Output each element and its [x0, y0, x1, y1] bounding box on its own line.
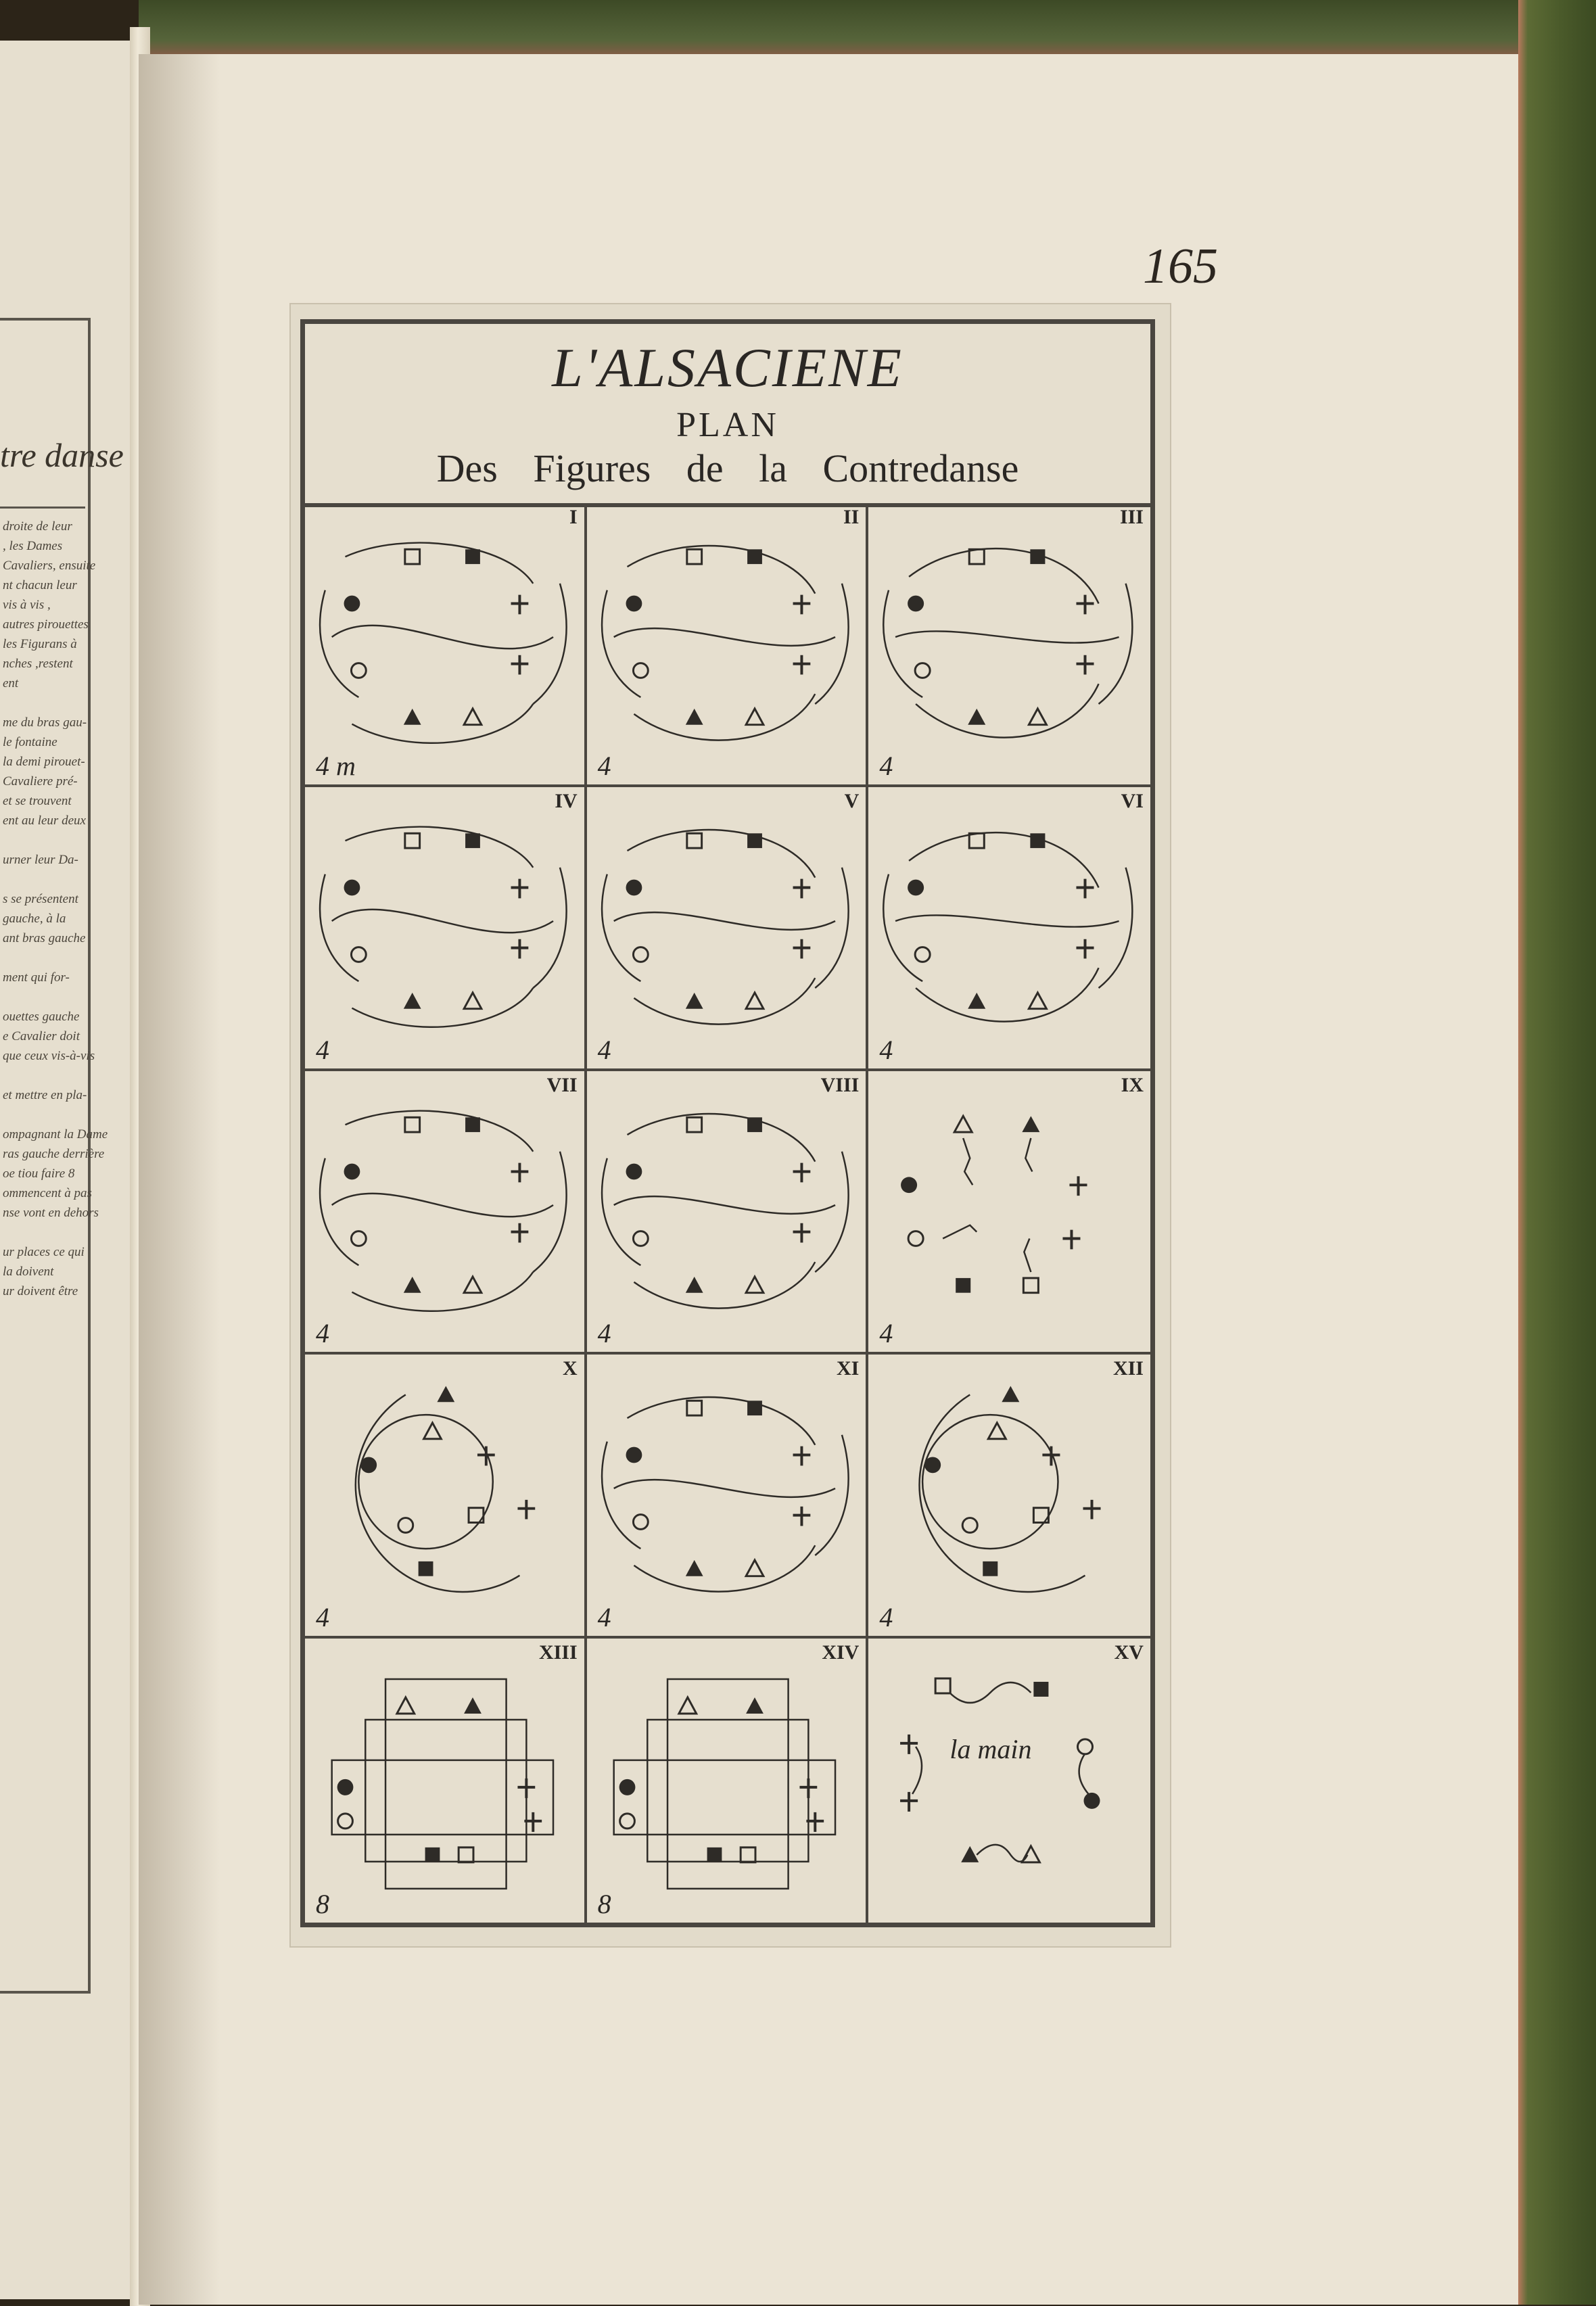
- figure-cell: [305, 1639, 587, 1923]
- filled-triangle-symbol: [1023, 1116, 1040, 1132]
- figure-cell: [305, 503, 587, 787]
- cross-symbol: [511, 939, 529, 959]
- filled-square-symbol: [956, 1278, 971, 1293]
- cross-symbol: [511, 655, 529, 675]
- dance-path: [1079, 1754, 1089, 1794]
- figure-label: la main: [949, 1734, 1032, 1765]
- left-column-line: [3, 870, 87, 889]
- dance-path: [634, 978, 815, 1024]
- dance-path: [627, 830, 815, 878]
- circle-symbol: [619, 1814, 634, 1829]
- cross-symbol: [793, 1223, 810, 1242]
- square-symbol: [459, 1848, 473, 1862]
- figure-diagram: [305, 1639, 584, 1923]
- figure-diagram: [305, 1071, 584, 1352]
- dance-path: [916, 968, 1098, 1021]
- figure-count: 4: [879, 1034, 893, 1065]
- left-column-line: ouettes gauche: [3, 1010, 80, 1024]
- triangle-symbol: [424, 1423, 442, 1439]
- figure-diagram: [868, 1071, 1150, 1352]
- square-symbol: [741, 1848, 755, 1862]
- dance-path: [895, 915, 1119, 926]
- dance-path: [627, 1397, 815, 1445]
- circle-symbol: [1078, 1739, 1093, 1754]
- square-symbol: [686, 833, 701, 848]
- circle-symbol: [351, 663, 366, 678]
- square-symbol: [686, 1401, 701, 1416]
- figure-diagram: [868, 787, 1150, 1068]
- dance-path: [627, 546, 815, 594]
- dance-path: [1099, 584, 1133, 704]
- figure-count: 4: [316, 1602, 329, 1633]
- dance-path: [950, 1683, 1031, 1703]
- figure-numeral: IV: [555, 789, 578, 812]
- left-column-line: [3, 987, 87, 1007]
- triangle-symbol: [1029, 709, 1047, 725]
- filled-triangle-symbol: [437, 1386, 454, 1403]
- filled-square-symbol: [1034, 1682, 1049, 1697]
- cross-symbol: [477, 1446, 495, 1466]
- filled-circle-symbol: [626, 879, 642, 895]
- cross-symbol: [517, 1779, 535, 1798]
- figure-count: 4: [879, 1318, 893, 1349]
- dance-path: [909, 832, 1098, 887]
- filled-triangle-symbol: [962, 1846, 979, 1862]
- dance-path: [365, 1720, 526, 1862]
- figure-diagram: [305, 503, 584, 784]
- filled-triangle-symbol: [404, 1277, 421, 1293]
- circle-symbol: [633, 1231, 648, 1246]
- triangle-symbol: [464, 1277, 482, 1293]
- page-number: 165: [1143, 239, 1218, 294]
- dance-path: [385, 1679, 507, 1889]
- figure-count: 4: [597, 750, 611, 781]
- figure-numeral: XIV: [822, 1641, 860, 1664]
- dance-path: [346, 1110, 534, 1151]
- filled-triangle-symbol: [968, 709, 986, 725]
- filled-square-symbol: [1031, 549, 1046, 564]
- left-column-line: [3, 1066, 87, 1085]
- left-column-line: la demi pirouet-: [3, 755, 85, 769]
- left-column-line: ent: [3, 676, 19, 690]
- square-symbol: [405, 833, 420, 848]
- left-column-line: ant bras gauche: [3, 931, 86, 945]
- figure-cell: [305, 1071, 587, 1355]
- figure-cell: [587, 1639, 869, 1923]
- left-column-line: ur doivent être: [3, 1284, 78, 1298]
- left-column-line: nches ,restent: [3, 657, 73, 671]
- figure-diagram: [305, 787, 584, 1068]
- left-column-line: vis à vis ,: [3, 598, 51, 612]
- plate-subtitle: Des Figures de la Contredanse: [436, 446, 1019, 490]
- left-column-line: ompagnant la Dame: [3, 1127, 108, 1142]
- circle-symbol: [908, 1231, 923, 1246]
- figure-diagram: [305, 1355, 584, 1636]
- figure-numeral: II: [843, 506, 860, 528]
- figure-diagram: [587, 787, 866, 1068]
- left-text-column: [0, 318, 124, 1994]
- dance-path: [1026, 1138, 1033, 1171]
- cross-symbol: [511, 595, 529, 615]
- left-column-line: Cavaliere pré-: [3, 774, 78, 789]
- dance-path: [943, 1225, 977, 1238]
- figure-cell: [868, 503, 1150, 787]
- cross-symbol: [511, 1162, 529, 1182]
- left-column-line: et mettre en pla-: [3, 1088, 87, 1102]
- filled-circle-symbol: [360, 1457, 377, 1474]
- figure-cell: [305, 1355, 587, 1639]
- square-symbol: [405, 1117, 420, 1132]
- filled-triangle-symbol: [968, 993, 986, 1009]
- figure-count: 8: [597, 1888, 611, 1919]
- filled-square-symbol: [747, 1117, 762, 1132]
- figure-numeral: VI: [1121, 789, 1144, 812]
- cross-symbol: [1043, 1446, 1060, 1466]
- cover-top-edge: [139, 0, 1596, 57]
- triangle-symbol: [746, 709, 764, 725]
- figure-cell: [587, 787, 869, 1071]
- figure-numeral: XIII: [538, 1641, 578, 1664]
- left-column-line: [3, 830, 87, 850]
- filled-triangle-symbol: [404, 709, 421, 725]
- left-column-rule: [0, 507, 85, 509]
- filled-square-symbol: [747, 549, 762, 564]
- dance-path: [895, 631, 1119, 642]
- dance-path: [815, 584, 848, 704]
- triangle-symbol: [464, 993, 482, 1009]
- circle-symbol: [351, 1231, 366, 1246]
- figure-diagram: [868, 1639, 1150, 1923]
- figure-count: 4: [597, 1034, 611, 1065]
- dance-path: [634, 1262, 815, 1308]
- filled-square-symbol: [465, 1117, 480, 1132]
- filled-circle-symbol: [344, 879, 360, 895]
- left-column-line: ras gauche derrière: [3, 1147, 105, 1161]
- dance-path: [352, 988, 533, 1027]
- cross-symbol: [799, 1779, 817, 1798]
- figure-diagram: [587, 1071, 866, 1352]
- dance-path: [627, 1114, 815, 1162]
- dance-path: [977, 1845, 1028, 1862]
- square-symbol: [686, 549, 701, 564]
- cover-edge: [1518, 0, 1596, 2305]
- filled-triangle-symbol: [685, 1277, 703, 1293]
- filled-square-symbol: [419, 1561, 433, 1576]
- dance-path: [613, 912, 835, 930]
- figure-cell: [868, 1639, 1150, 1923]
- engraved-plate: [300, 319, 1155, 1927]
- cross-symbol: [900, 1735, 918, 1754]
- left-column-line: ur places ce qui: [3, 1245, 85, 1259]
- cross-symbol: [900, 1792, 918, 1812]
- dance-path: [346, 826, 534, 867]
- gutter-shadow: [139, 54, 220, 2305]
- filled-circle-symbol: [337, 1779, 354, 1795]
- figure-cell: [868, 1355, 1150, 1639]
- triangle-symbol: [397, 1697, 415, 1714]
- plan-label: PLAN: [676, 406, 779, 444]
- dance-path: [634, 694, 815, 740]
- figures-grid: [305, 503, 1150, 1923]
- filled-circle-symbol: [908, 596, 924, 612]
- figure-numeral: X: [562, 1357, 578, 1380]
- filled-square-symbol: [747, 833, 762, 848]
- filled-circle-symbol: [626, 596, 642, 612]
- dance-path: [352, 704, 533, 743]
- figure-diagram: [587, 1355, 866, 1636]
- figure-numeral: VII: [546, 1073, 578, 1096]
- figure-count: 8: [316, 1888, 329, 1919]
- circle-symbol: [338, 1814, 353, 1829]
- filled-square-symbol: [465, 833, 480, 848]
- filled-triangle-symbol: [464, 1697, 482, 1714]
- cross-symbol: [793, 1507, 810, 1526]
- filled-circle-symbol: [626, 1163, 642, 1179]
- figure-diagram: [587, 503, 866, 784]
- left-column-line: et se trouvent: [3, 794, 72, 808]
- filled-circle-symbol: [344, 596, 360, 612]
- filled-circle-symbol: [1084, 1793, 1100, 1809]
- dance-path: [613, 1196, 835, 1214]
- cross-symbol: [793, 655, 810, 675]
- filled-square-symbol: [747, 1401, 762, 1416]
- left-column-line: autres pirouettes: [3, 617, 89, 632]
- left-column-line: Cavaliers, ensuite: [3, 559, 96, 573]
- cross-symbol: [1083, 1500, 1101, 1520]
- figure-count: 4: [879, 1602, 893, 1633]
- circle-symbol: [633, 663, 648, 678]
- dance-path: [920, 1395, 1085, 1593]
- plate-title: L'ALSACIENE: [552, 337, 903, 398]
- dance-path: [815, 1151, 848, 1271]
- circle-symbol: [633, 947, 648, 962]
- cross-symbol: [517, 1500, 535, 1520]
- left-column-line: les Figurans à: [3, 637, 77, 651]
- cross-symbol: [1070, 1176, 1087, 1196]
- circle-symbol: [915, 947, 930, 962]
- circle-symbol: [915, 663, 930, 678]
- figure-cell: [868, 1071, 1150, 1355]
- figure-numeral: I: [569, 506, 578, 528]
- filled-triangle-symbol: [685, 1560, 703, 1576]
- figure-numeral: III: [1119, 506, 1144, 528]
- square-symbol: [970, 833, 985, 848]
- filled-circle-symbol: [344, 1163, 360, 1179]
- left-page: [0, 41, 147, 2299]
- left-column-line: le fontaine: [3, 735, 57, 749]
- dance-path: [912, 1747, 922, 1794]
- left-column-line: , les Dames: [3, 539, 63, 553]
- dance-path: [964, 1138, 973, 1185]
- figure-count: 4: [597, 1602, 611, 1633]
- dance-path: [332, 626, 553, 649]
- figure-diagram: [868, 1355, 1150, 1636]
- figure-diagram: [868, 503, 1150, 784]
- cross-symbol: [793, 878, 810, 898]
- figure-numeral: V: [844, 789, 860, 812]
- figure-numeral: VIII: [820, 1073, 860, 1096]
- figure-cell: [587, 503, 869, 787]
- left-column-line: [3, 1223, 87, 1242]
- figure-numeral: XII: [1112, 1357, 1144, 1380]
- dance-path: [916, 684, 1098, 737]
- square-symbol: [935, 1678, 950, 1693]
- cross-symbol: [793, 595, 810, 615]
- dance-path: [356, 1395, 520, 1593]
- left-column-text: [3, 517, 108, 1301]
- left-column-line: s se présentent: [3, 892, 78, 906]
- dance-path: [647, 1720, 808, 1862]
- dance-path: [1099, 868, 1133, 988]
- left-column-line: e Cavalier doit: [3, 1029, 80, 1043]
- dance-path: [332, 1193, 553, 1216]
- triangle-symbol: [679, 1697, 697, 1714]
- filled-square-symbol: [983, 1561, 998, 1576]
- circle-symbol: [963, 1518, 978, 1533]
- triangle-symbol: [989, 1423, 1006, 1439]
- circle-symbol: [633, 1515, 648, 1530]
- figure-count: 4: [316, 1034, 329, 1065]
- circle-symbol: [398, 1518, 413, 1533]
- filled-circle-symbol: [901, 1177, 917, 1193]
- cross-symbol: [793, 1446, 810, 1466]
- cross-symbol: [1063, 1229, 1081, 1249]
- left-column-line: que ceux vis-à-vis: [3, 1049, 95, 1063]
- circle-symbol: [351, 947, 366, 962]
- left-column-line: droite de leur: [3, 519, 72, 534]
- dance-path: [332, 910, 553, 933]
- dance-path: [815, 1435, 848, 1555]
- left-column-line: ment qui for-: [3, 970, 70, 985]
- figure-count: 4: [597, 1318, 611, 1349]
- left-column-line: gauche, à la: [3, 912, 66, 926]
- square-symbol: [686, 1117, 701, 1132]
- left-column-title: tre danse: [0, 436, 124, 474]
- left-column-line: ent au leur deux: [3, 814, 86, 828]
- cross-symbol: [1077, 595, 1094, 615]
- filled-triangle-symbol: [746, 1697, 764, 1714]
- cross-symbol: [511, 1223, 529, 1242]
- figure-diagram: [587, 1639, 866, 1923]
- filled-circle-symbol: [908, 879, 924, 895]
- square-symbol: [1024, 1278, 1039, 1293]
- left-column-line: oe tiou faire 8: [3, 1167, 75, 1181]
- figure-count: 4: [316, 1318, 329, 1349]
- triangle-symbol: [746, 1277, 764, 1293]
- filled-circle-symbol: [626, 1447, 642, 1463]
- dance-path: [352, 1272, 533, 1311]
- filled-square-symbol: [707, 1848, 722, 1862]
- left-column-line: nse vont en dehors: [3, 1206, 99, 1220]
- left-column-line: me du bras gau-: [3, 715, 87, 730]
- left-column-line: ommencent à pas: [3, 1186, 92, 1200]
- filled-triangle-symbol: [1002, 1386, 1020, 1403]
- figure-numeral: XI: [836, 1357, 860, 1380]
- dance-path: [909, 548, 1098, 603]
- cross-symbol: [1077, 655, 1094, 675]
- filled-square-symbol: [465, 549, 480, 564]
- square-symbol: [405, 549, 420, 564]
- figure-count: 4 m: [316, 750, 356, 781]
- filled-circle-symbol: [619, 1779, 635, 1795]
- triangle-symbol: [955, 1116, 972, 1132]
- figure-count: 4: [879, 750, 893, 781]
- filled-circle-symbol: [924, 1457, 941, 1474]
- left-column-line: la doivent: [3, 1265, 54, 1279]
- left-column-line: [3, 948, 87, 968]
- dance-path: [667, 1679, 789, 1889]
- dance-path: [613, 1480, 835, 1498]
- triangle-symbol: [746, 993, 764, 1009]
- left-column-line: urner leur Da-: [3, 853, 78, 867]
- figure-numeral: XV: [1114, 1641, 1144, 1664]
- cross-symbol: [793, 1162, 810, 1182]
- filled-square-symbol: [425, 1848, 440, 1862]
- cross-symbol: [793, 939, 810, 959]
- cross-symbol: [1077, 878, 1094, 898]
- filled-triangle-symbol: [404, 993, 421, 1009]
- figure-numeral: IX: [1121, 1073, 1144, 1096]
- cross-symbol: [511, 878, 529, 898]
- figure-cell: [305, 787, 587, 1071]
- dance-path: [815, 868, 848, 988]
- dance-path: [613, 628, 835, 646]
- left-column-line: nt chacun leur: [3, 578, 77, 592]
- left-column-line: [3, 693, 87, 713]
- dance-path: [1025, 1238, 1031, 1271]
- filled-triangle-symbol: [685, 709, 703, 725]
- figure-cell: [587, 1355, 869, 1639]
- dance-path: [346, 543, 534, 584]
- filled-square-symbol: [1031, 833, 1046, 848]
- figure-cell: [587, 1071, 869, 1355]
- triangle-symbol: [746, 1560, 764, 1576]
- left-column-line: [3, 1105, 87, 1125]
- cross-symbol: [1077, 939, 1094, 959]
- title-area: [305, 324, 1150, 507]
- square-symbol: [970, 549, 985, 564]
- filled-triangle-symbol: [685, 993, 703, 1009]
- dance-path: [634, 1546, 815, 1592]
- figure-cell: [868, 787, 1150, 1071]
- triangle-symbol: [464, 709, 482, 725]
- triangle-symbol: [1029, 993, 1047, 1009]
